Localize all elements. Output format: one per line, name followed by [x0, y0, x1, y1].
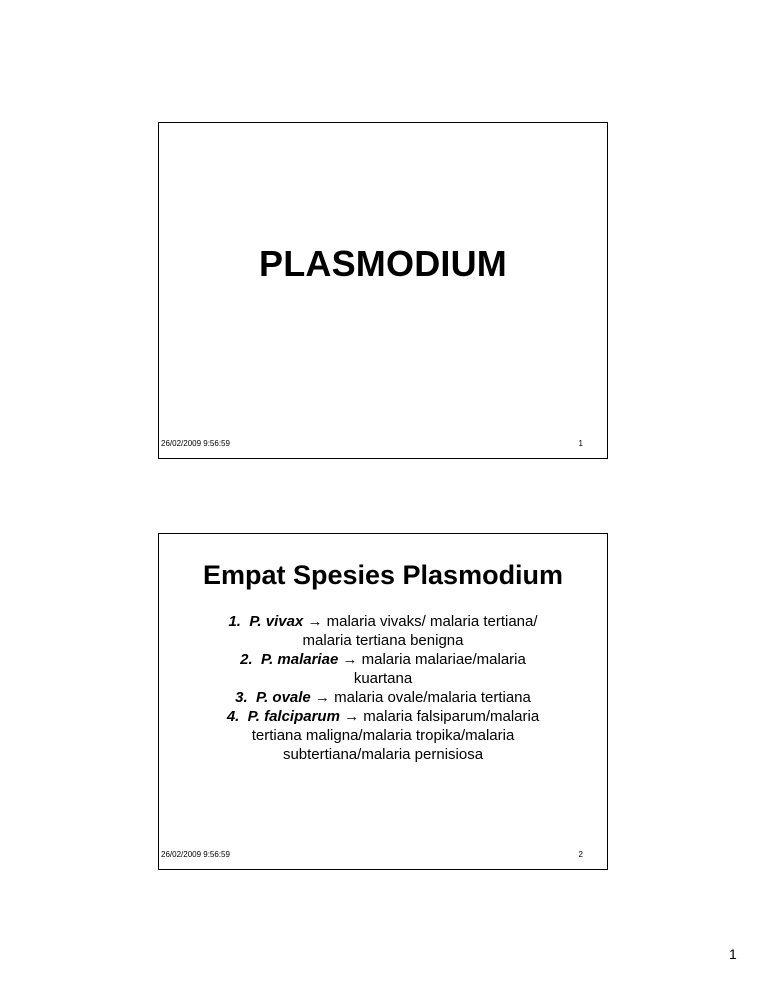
item-description-continued: malaria tertiana benigna: [302, 632, 464, 649]
list-item: [179, 612, 587, 650]
item-number: 3.: [235, 689, 248, 706]
slide-date: 26/02/2009 9:56:59: [161, 439, 230, 448]
species-name: P. falciparum: [247, 708, 340, 725]
slide-number: 1: [578, 439, 583, 448]
item-number: 4.: [226, 708, 240, 725]
slide-title: PLASMODIUM: [259, 243, 507, 284]
item-number: 1.: [228, 613, 241, 630]
species-name: P. malariae: [261, 651, 339, 668]
slide-footer: [159, 438, 607, 458]
slide-1: [158, 122, 608, 459]
slide-number: 2: [578, 850, 583, 859]
slide-date: 26/02/2009 9:56:59: [161, 850, 230, 859]
item-description-continued: tertiana maligna/malaria tropika/malaria subtertiana/malaria pernisiosa: [251, 727, 515, 763]
list-item: [179, 650, 587, 688]
list-item: [179, 707, 587, 764]
item-description: → malaria malariae/malaria: [338, 651, 526, 668]
item-number: 2.: [240, 651, 253, 668]
slide-title: Empat Spesies Plasmodium: [202, 560, 564, 590]
item-description-continued: kuartana: [353, 670, 413, 687]
slide-2: [158, 533, 608, 870]
species-name: P. ovale: [256, 689, 311, 706]
page-number: 1: [729, 946, 737, 962]
slide-footer: [159, 849, 607, 869]
item-description: → malaria vivaks/ malaria tertiana/: [303, 613, 538, 630]
species-list: [179, 612, 587, 764]
item-description: → malaria ovale/malaria tertiana: [310, 689, 531, 706]
item-description: → malaria falsiparum/malaria: [339, 708, 540, 725]
species-name: P. vivax: [249, 613, 304, 630]
list-item: [179, 688, 587, 707]
